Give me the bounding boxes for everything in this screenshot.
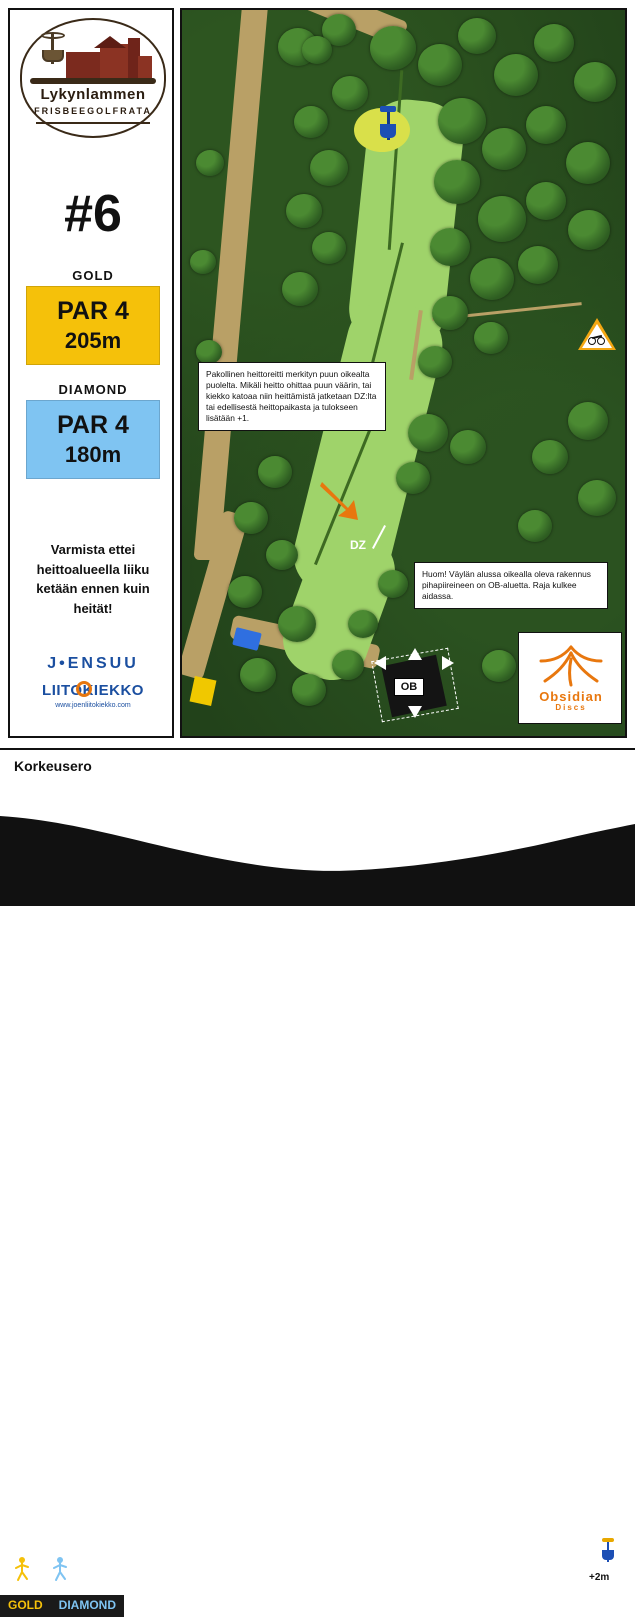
tee-box-diamond [26,400,160,479]
logo-subtitle: FRISBEEGOLFRATA [34,106,152,116]
legend-gold: GOLD [0,1595,51,1617]
note-ob-area: Huom! Väylän alussa oikealla oleva rakennus pihapiireineen on OB-aluetta. Raja kulkee aidassa. [414,562,608,609]
elevation-legend [0,1595,124,1617]
hole-map [180,8,627,738]
elevation-title: Korkeusero [14,758,92,774]
page-title: #6 [64,185,122,243]
course-logo [20,18,166,138]
club-ring-icon [76,681,92,697]
tee-par-diamond: PAR 4 [57,411,129,439]
logo-divider [36,122,150,124]
basket-icon [600,1538,616,1564]
tee-label-gold: GOLD [72,268,114,283]
obsidian-mark-icon [519,639,623,691]
logo-ground-line [30,78,156,84]
orange-arrow-icon [318,478,364,524]
info-panel [8,8,174,738]
elevation-chart [0,790,635,906]
safety-warning-text: Varmista ettei heittoalueella liiku ketään ennen kuin heität! [36,542,150,616]
tee-box-gold [26,286,160,365]
disc-brand-sub: Discs [555,703,587,712]
disc-brand-name: Obsidian [539,689,603,704]
tee-par-gold: PAR 4 [57,297,129,325]
tee-runner-diamond-icon [52,1556,68,1582]
club-name-line1: LIITOKIEKKO [42,682,144,699]
legend-diamond: DIAMOND [51,1595,124,1617]
club-url: www.joenliitokiekko.com [55,702,131,709]
tee-runner-gold-icon [14,1556,30,1582]
tee-distance-gold: 205m [64,328,122,353]
tee-label-diamond: DIAMOND [58,382,128,397]
elevation-marker: +2m [589,1572,610,1583]
top-section [0,0,635,745]
ob-label: OB [394,678,424,696]
tee-distance-diamond: 180m [64,442,122,467]
ob-area [372,648,458,728]
logo-name: Lykynlammen [40,86,146,103]
drop-zone-label: DZ [350,538,366,552]
building-illustration-icon [64,36,152,80]
basket-icon [378,106,398,142]
bicycle-warning-sign-icon [578,318,616,352]
club-sponsor-logo [24,682,162,722]
elevation-profile [0,748,635,1612]
disc-brand-logo [518,632,622,724]
city-sponsor-logo: J•ENSUU [47,655,139,672]
note-mandatory-route: Pakollinen heittoreitti merkityn puun oikealta puolelta. Mikäli heitto ohittaa puun väärin, tai kiekko katoaa niin heittämistä jatketaan DZ:lta tai edellisestä heittopaikasta ja tulokseen lisätään +1. [198,362,386,431]
